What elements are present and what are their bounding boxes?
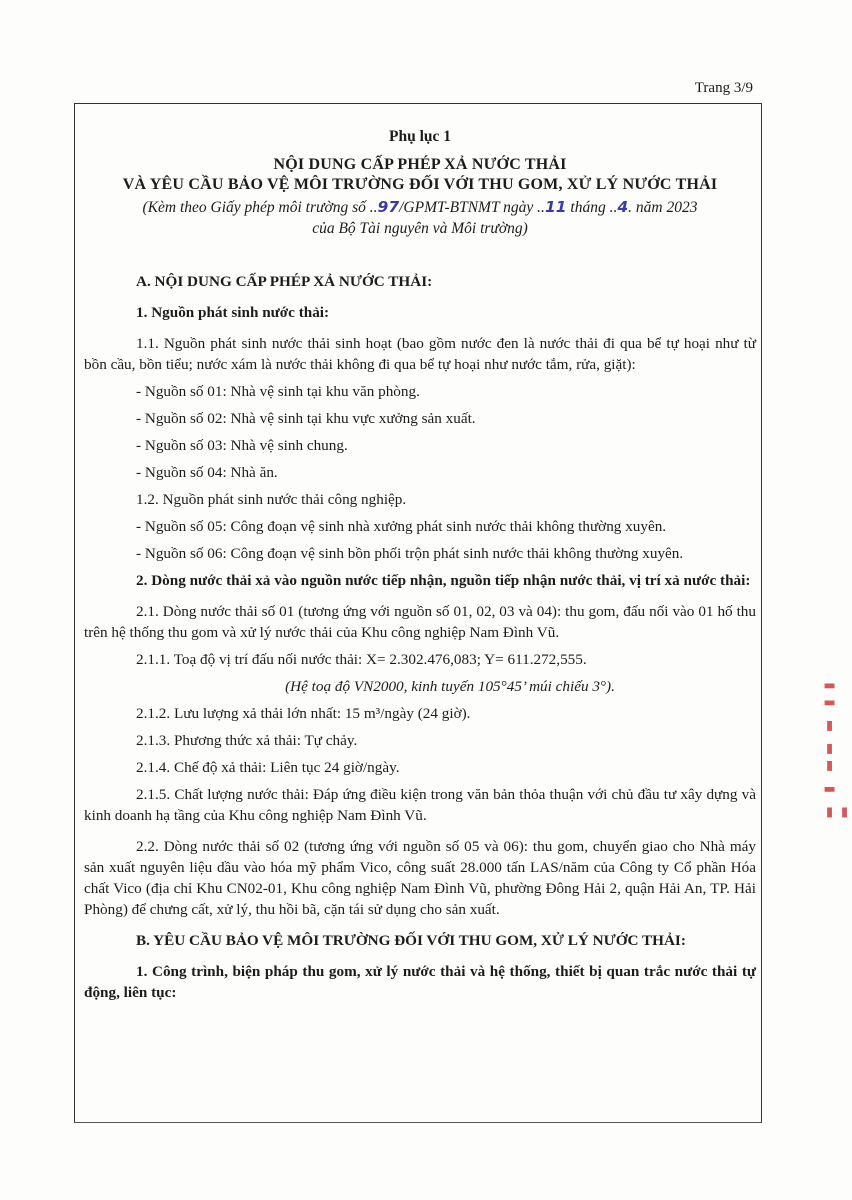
section-a-1-heading: 1. Nguồn phát sinh nước thải: <box>136 304 330 321</box>
source-05: - Nguồn số 05: Công đoạn vệ sinh nhà xưởng phát sinh nước thải không thường xuyên. <box>136 518 667 535</box>
section-2-1-5: 2.1.5. Chất lượng nước thải: Đáp ứng điều kiện trong văn bản thỏa thuận với chủ đầu tư xây dựng và kinh doanh hạ tầng của Khu công nghiệp Nam Đình Vũ. <box>84 786 756 824</box>
side-stamp-mark: ▮ ▬ ▮▮ ▮ ▬▬ ▮ <box>822 676 852 820</box>
reference-line <box>84 197 756 218</box>
page-number: Trang 3/9 <box>694 80 753 96</box>
section-2-2: 2.2. Dòng nước thải số 02 (tương ứng với nguồn số 05 và 06): thu gom, chuyển giao cho Nhà máy sản xuất nguyên liệu dầu vào hóa mỹ phẩm Vico, công suất 28.000 tấn LAS/năm của Công ty Cổ phần Hóa chất Vico (địa chỉ Khu CN02-01, Khu công nghiệp Nam Đình Vũ, phường Đông Hải 2, quận Hải An, TP. Hải Phòng) để chưng cất, xử lý, thu hồi bã, cặn tái sử dụng cho sản xuất. <box>84 838 756 918</box>
source-06: - Nguồn số 06: Công đoạn vệ sinh bồn phối trộn phát sinh nước thải không thường xuyên. <box>136 545 684 562</box>
ref-suffix: . năm 2023 <box>628 199 698 216</box>
coordinate-note: (Hệ toạ độ VN2000, kinh tuyến 105°45’ múi chiếu 3°). <box>285 678 615 695</box>
title-line-2: VÀ YÊU CẦU BẢO VỆ MÔI TRƯỜNG ĐỐI VỚI THU GOM, XỬ LÝ NƯỚC THẢI <box>122 176 718 193</box>
section-a-2-heading: 2. Dòng nước thải xả vào nguồn nước tiếp nhận, nguồn tiếp nhận nước thải, vị trí xả nước thải: <box>136 572 751 589</box>
source-03: - Nguồn số 03: Nhà vệ sinh chung. <box>136 437 348 454</box>
section-b-1-heading: 1. Công trình, biện pháp thu gom, xử lý nước thải và hệ thống, thiết bị quan trắc nước thải tự động, liên tục: <box>84 963 756 1001</box>
section-b-heading: B. YÊU CẦU BẢO VỆ MÔI TRƯỜNG ĐỐI VỚI THU GOM, XỬ LÝ NƯỚC THẢI: <box>136 932 686 949</box>
source-01: - Nguồn số 01: Nhà vệ sinh tại khu văn phòng. <box>136 383 420 400</box>
ref-day: 11 <box>544 198 567 216</box>
section-2-1-1: 2.1.1. Toạ độ vị trí đấu nối nước thải: X= 2.302.476,083; Y= 611.272,555. <box>136 651 587 668</box>
reference-line-2: của Bộ Tài nguyên và Môi trường) <box>312 220 528 237</box>
section-1-2: 1.2. Nguồn phát sinh nước thải công nghiệp. <box>136 491 407 508</box>
ref-mid-1: /GPMT-BTNMT ngày .. <box>399 199 545 216</box>
section-1-1: 1.1. Nguồn phát sinh nước thải sinh hoạt (bao gồm nước đen là nước thải đi qua bể tự hoại như từ bồn cầu, bồn tiểu; nước xám là nước thải không đi qua bể tự hoại như nước tắm, rửa, giặt): <box>84 335 756 373</box>
section-2-1: 2.1. Dòng nước thải số 01 (tương ứng với nguồn số 01, 02, 03 và 04): thu gom, đấu nối vào 01 hố thu trên hệ thống thu gom và xử lý nước thải của Khu công nghiệp Nam Đình Vũ. <box>84 603 756 641</box>
ref-mid-2: tháng .. <box>566 199 618 216</box>
title-line-1: NỘI DUNG CẤP PHÉP XẢ NƯỚC THẢI <box>273 156 567 173</box>
section-2-1-2: 2.1.2. Lưu lượng xả thải lớn nhất: 15 m³/ngày (24 giờ). <box>136 705 471 722</box>
ref-number: 97 <box>377 198 400 216</box>
section-2-1-4: 2.1.4. Chế độ xả thải: Liên tục 24 giờ/ngày. <box>136 759 400 776</box>
ref-prefix: (Kèm theo Giấy phép môi trường số .. <box>142 199 378 216</box>
appendix-label: Phụ lục 1 <box>388 128 451 145</box>
source-02: - Nguồn số 02: Nhà vệ sinh tại khu vực xưởng sản xuất. <box>136 410 476 427</box>
section-2-1-3: 2.1.3. Phương thức xả thải: Tự chảy. <box>136 732 358 749</box>
source-04: - Nguồn số 04: Nhà ăn. <box>136 464 278 481</box>
document-body <box>84 124 756 1003</box>
ref-month: 4 <box>617 198 629 216</box>
section-a-heading: A. NỘI DUNG CẤP PHÉP XẢ NƯỚC THẢI: <box>136 273 433 290</box>
